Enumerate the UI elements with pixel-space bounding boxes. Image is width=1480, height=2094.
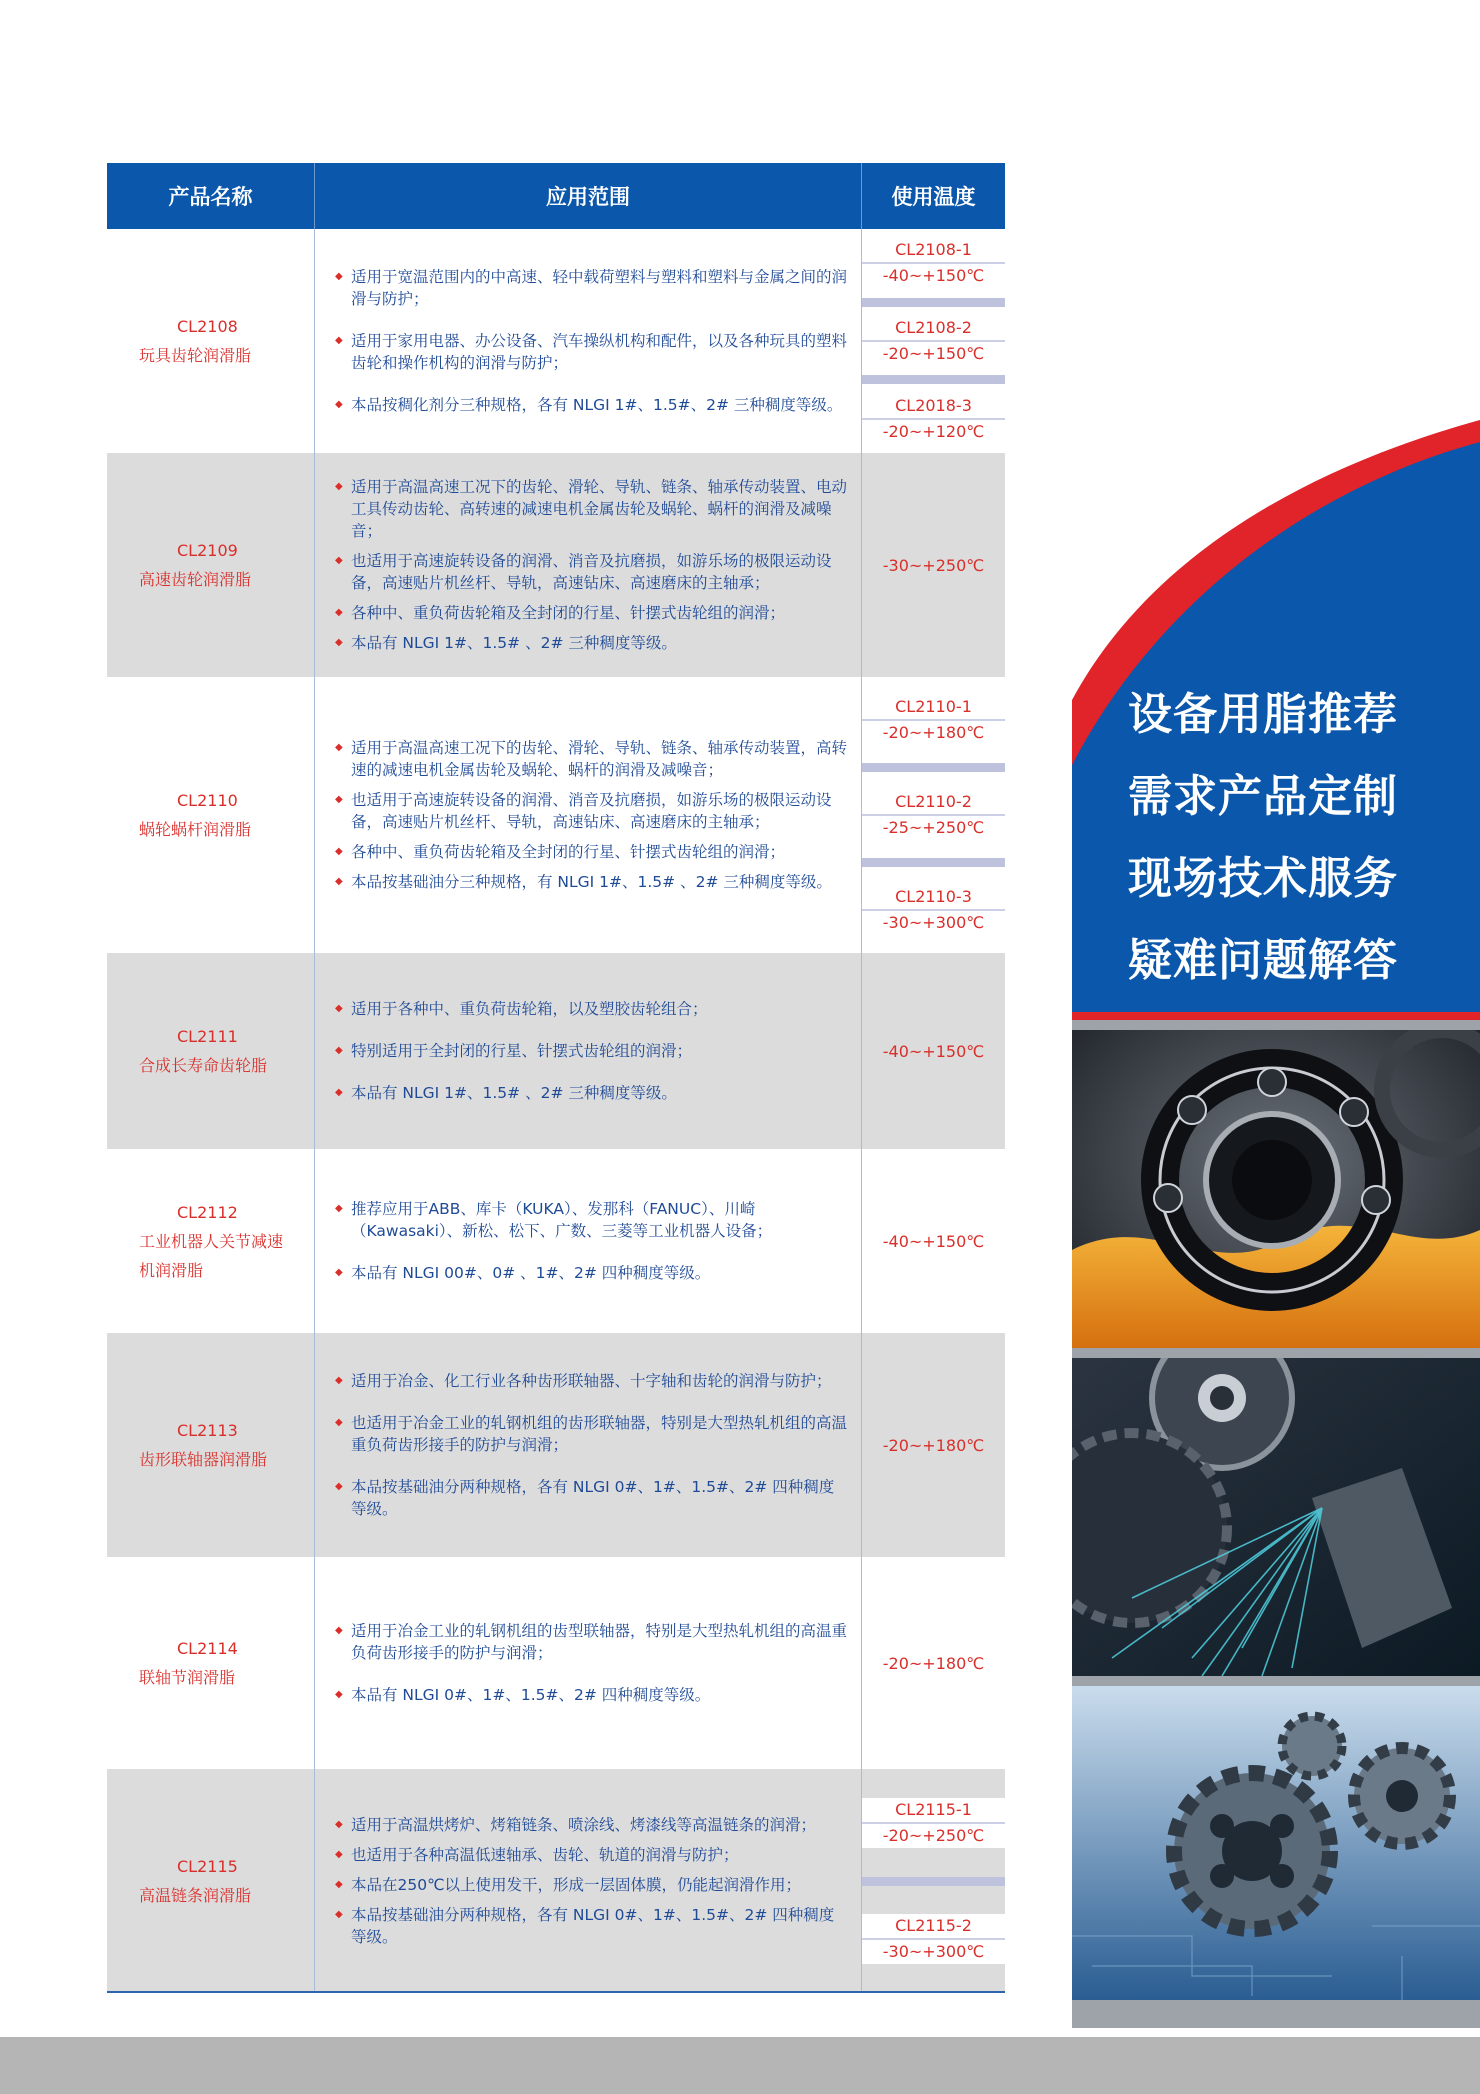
scope-bullet [335,394,847,416]
product-name: 蜗轮蜗杆润滑脂 [139,820,252,839]
product-name-cell [107,1769,315,1993]
slogan-1: 设备用脂推荐 [1128,689,1398,740]
variant-temperature-range: -30~+300℃ [882,1942,985,1962]
diamond-bullet-icon: ◆ [335,1481,343,1492]
product-code: CL2109 [177,541,238,560]
application-scope-cell [315,1333,862,1557]
scope-bullet [335,1814,847,1836]
table-row [107,1149,1005,1333]
scope-bullet-text: 也适用于高速旋转设备的润滑、消音及抗磨损，如游乐场的极限运动设备，高速贴片机丝杆、导轨，高速钻床、高速磨床的主轴承； [351,552,832,592]
diamond-bullet-icon: ◆ [335,794,343,805]
diamond-bullet-icon: ◆ [335,876,343,887]
temperature-variant [862,394,1005,444]
scope-bullet [335,871,847,893]
variant-separator [862,858,1005,867]
scope-bullet [335,1370,847,1392]
machining-photo [1072,1358,1480,1676]
application-scope-cell [315,229,862,453]
diamond-bullet-icon: ◆ [335,271,343,282]
variant-name: CL2108-2 [862,316,1005,342]
temperature-range: -30~+250℃ [882,555,985,575]
temperature-variant [862,238,1005,288]
diamond-bullet-icon: ◆ [335,637,343,648]
banner-bottom-strip [1072,2000,1480,2028]
temperature-range: -20~+180℃ [882,1653,985,1673]
scope-bullet-text: 本品有 NLGI 0#、1#、1.5#、2# 四种稠度等级。 [351,1686,711,1704]
variant-name: CL2108-1 [862,238,1005,264]
diamond-bullet-icon: ◆ [335,555,343,566]
scope-bullet [335,602,847,624]
product-name: 合成长寿命齿轮脂 [139,1056,268,1075]
temperature-variant [862,885,1005,935]
scope-bullet-text: 也适用于高速旋转设备的润滑、消音及抗磨损，如游乐场的极限运动设备，高速贴片机丝杆、导轨，高速钻床、高速磨床的主轴承； [351,791,832,831]
scope-bullet-text: 特别适用于全封闭的行星、针摆式齿轮组的润滑； [351,1042,693,1060]
variant-temperature-range: -20~+120℃ [882,421,985,441]
scope-bullet [335,1476,847,1520]
scope-bullet-text: 适用于冶金工业的轧钢机组的齿型联轴器，特别是大型热轧机组的高温重负荷齿形接手的防护与润滑； [351,1622,848,1662]
table-row [107,1333,1005,1557]
diamond-bullet-icon: ◆ [335,607,343,618]
scope-bullet [335,998,847,1020]
scope-bullet [335,550,847,594]
scope-bullet-text: 本品有 NLGI 1#、1.5# 、2# 三种稠度等级。 [351,634,677,652]
variant-separator [862,1877,1005,1886]
variant-name: CL2110-2 [862,790,1005,816]
application-scope-cell [315,1557,862,1769]
diamond-bullet-icon: ◆ [335,1087,343,1098]
scope-bullet [335,1262,847,1284]
scope-bullet-text: 各种中、重负荷齿轮箱及全封闭的行星、针摆式齿轮组的润滑； [351,843,786,861]
product-name-cell [107,677,315,953]
scope-bullet-text: 本品在250℃以上使用发干，形成一层固体膜，仍能起润滑作用； [351,1876,801,1894]
scope-bullet-text: 适用于高温高速工况下的齿轮、滑轮、导轨、链条、轴承传动装置、电动工具传动齿轮、高转速的减速电机金属齿轮及蜗轮、蜗杆的润滑及减噪音； [351,478,848,540]
scope-bullet-text: 适用于冶金、化工行业各种齿形联轴器、十字轴和齿轮的润滑与防护； [351,1372,832,1390]
table-body [107,229,1005,1993]
scope-bullet-text: 适用于高温烘烤炉、烤箱链条、喷涂线、烤漆线等高温链条的润滑； [351,1816,817,1834]
variant-separator [862,298,1005,307]
header-application-scope: 应用范围 [315,163,862,229]
scope-bullet [335,789,847,833]
temperature-range: -40~+150℃ [882,1231,985,1251]
product-code: CL2108 [177,317,238,336]
product-name: 高速齿轮润滑脂 [139,570,252,589]
diamond-bullet-icon: ◆ [335,335,343,346]
diamond-bullet-icon: ◆ [335,742,343,753]
table-row [107,677,1005,953]
banner-divider [1072,1676,1480,1686]
product-name: 齿形联轴器润滑脂 [139,1450,268,1469]
header-temperature: 使用温度 [891,185,976,209]
table-row [107,229,1005,453]
product-name-cell [107,1557,315,1769]
temperature-variant [862,1798,1005,1848]
scope-bullet [335,1082,847,1104]
table-row [107,1557,1005,1769]
temperature-cell [862,1149,1005,1333]
table-row [107,953,1005,1149]
side-banner [1072,420,1480,2028]
scope-bullet-text: 本品按稠化剂分三种规格，各有 NLGI 1#、1.5#、2# 三种稠度等级。 [351,396,843,414]
diamond-bullet-icon: ◆ [335,1375,343,1386]
variant-name: CL2018-3 [862,394,1005,420]
temperature-variant [862,695,1005,745]
scope-bullet [335,1412,847,1456]
scope-bullet-text: 推荐应用于ABB、库卡（KUKA）、发那科（FANUC）、川崎（Kawasaki）、新松、松下、广数、三菱等工业机器人设备； [351,1200,773,1240]
scope-bullet-text: 适用于各种中、重负荷齿轮箱，以及塑胶齿轮组合； [351,1000,708,1018]
temperature-cell [862,677,1005,953]
variant-temperature-range: -25~+250℃ [882,818,985,837]
header-product-name: 产品名称 [107,163,315,229]
product-table [107,163,1005,1993]
diamond-bullet-icon: ◆ [335,1625,343,1636]
scope-bullet [335,1198,847,1242]
product-code: CL2113 [177,1421,238,1440]
slogan-3: 现场技术服务 [1128,853,1398,904]
diamond-bullet-icon: ◆ [335,1909,343,1920]
diamond-bullet-icon: ◆ [335,1045,343,1056]
product-code: CL2110 [177,791,238,810]
diamond-bullet-icon: ◆ [335,1267,343,1278]
temperature-range: -20~+180℃ [882,1435,985,1455]
product-name: 联轴节润滑脂 [139,1668,236,1687]
product-code: CL2112 [177,1202,238,1222]
diamond-bullet-icon: ◆ [335,846,343,857]
temperature-cell [862,1557,1005,1769]
scope-bullet [335,1874,847,1896]
application-scope-cell [315,677,862,953]
application-scope-cell [315,1769,862,1993]
temperature-variant [862,316,1005,366]
scope-bullet-text: 也适用于冶金工业的轧钢机组的齿形联轴器，特别是大型热轧机组的高温重负荷齿形接手的防护与润滑； [351,1414,848,1454]
table-row [107,453,1005,677]
variant-name: CL2110-3 [862,885,1005,911]
product-code: CL2111 [177,1027,238,1046]
product-name-cell [107,453,315,677]
slogan-2: 需求产品定制 [1128,771,1398,822]
product-code: CL2114 [177,1639,238,1658]
diamond-bullet-icon: ◆ [335,481,343,492]
application-scope-cell [315,953,862,1149]
variant-separator [862,763,1005,772]
product-name-cell [107,1333,315,1557]
variant-temperature-range: -20~+250℃ [882,1825,985,1845]
variant-temperature-range: -30~+300℃ [882,913,985,932]
scope-bullet [335,1040,847,1062]
diamond-bullet-icon: ◆ [335,1689,343,1700]
variant-separator [862,375,1005,384]
scope-bullet [335,737,847,781]
temperature-variant [862,1914,1005,1964]
scope-bullet-text: 适用于高温高速工况下的齿轮、滑轮、导轨、链条、轴承传动装置，高转速的减速电机金属齿轮及蜗轮、蜗杆的润滑及减噪音； [351,739,848,779]
temperature-cell [862,953,1005,1149]
temperature-cell [862,1769,1005,1993]
scope-bullet [335,841,847,863]
slogan-4: 疑难问题解答 [1128,935,1398,986]
variant-temperature-range: -40~+150℃ [882,266,985,286]
scope-bullet-text: 适用于宽温范围内的中高速、轻中载荷塑料与塑料和塑料与金属之间的润滑与防护； [351,268,848,308]
scope-bullet [335,632,847,654]
bearing-photo [1072,1030,1480,1348]
variant-name: CL2110-1 [862,695,1005,721]
table-row [107,1769,1005,1993]
temperature-variant [862,790,1005,840]
product-name-cell [107,953,315,1149]
diamond-bullet-icon: ◆ [335,1849,343,1860]
table-header [107,163,1005,229]
scope-bullet-text: 本品有 NLGI 1#、1.5# 、2# 三种稠度等级。 [351,1084,677,1102]
product-name: 玩具齿轮润滑脂 [139,346,252,365]
scope-bullet-text: 适用于家用电器、办公设备、汽车操纵机构和配件，以及各种玩具的塑料齿轮和操作机构的润滑与防护； [351,332,848,372]
temperature-range: -40~+150℃ [882,1041,985,1061]
variant-temperature-range: -20~+180℃ [882,723,985,742]
product-name-cell [107,229,315,453]
variant-name: CL2115-1 [862,1798,1005,1824]
scope-bullet-text: 本品按基础油分两种规格，各有 NLGI 0#、1#、1.5#、2# 四种稠度等级。 [351,1906,835,1946]
temperature-cell [862,229,1005,453]
scope-bullet [335,1904,847,1948]
table-bottom-border [107,1991,1005,1993]
scope-bullet-text: 各种中、重负荷齿轮箱及全封闭的行星、针摆式齿轮组的润滑； [351,604,786,622]
application-scope-cell [315,1149,862,1333]
variant-name: CL2115-2 [862,1914,1005,1940]
diamond-bullet-icon: ◆ [335,1879,343,1890]
product-code: CL2115 [177,1857,238,1876]
scope-bullet [335,1620,847,1664]
scope-bullet [335,1844,847,1866]
gears-photo [1072,1686,1480,2000]
temperature-cell [862,1333,1005,1557]
temperature-cell [862,453,1005,677]
variant-temperature-range: -20~+150℃ [882,343,985,363]
diamond-bullet-icon: ◆ [335,1819,343,1830]
scope-bullet-text: 也适用于各种高温低速轴承、齿轮、轨道的润滑与防护； [351,1846,739,1864]
scope-bullet-text: 本品按基础油分两种规格，各有 NLGI 0#、1#、1.5#、2# 四种稠度等级。 [351,1478,835,1518]
footer-band [0,2037,1480,2094]
product-name: 高温链条润滑脂 [139,1886,252,1905]
scope-bullet [335,266,847,310]
scope-bullet [335,476,847,542]
scope-bullet [335,1684,847,1706]
diamond-bullet-icon: ◆ [335,1417,343,1428]
banner-divider [1072,1020,1480,1030]
scope-bullet-text: 本品按基础油分三种规格，有 NLGI 1#、1.5# 、2# 三种稠度等级。 [351,873,832,891]
application-scope-cell [315,453,862,677]
product-name: 工业机器人关节减速机润滑脂 [139,1231,284,1280]
banner-divider [1072,1348,1480,1358]
diamond-bullet-icon: ◆ [335,399,343,410]
diamond-bullet-icon: ◆ [335,1003,343,1014]
product-name-cell [107,1149,315,1333]
scope-bullet-text: 本品有 NLGI 00#、0# 、1#、2# 四种稠度等级。 [351,1264,711,1282]
diamond-bullet-icon: ◆ [335,1203,343,1214]
scope-bullet [335,330,847,374]
